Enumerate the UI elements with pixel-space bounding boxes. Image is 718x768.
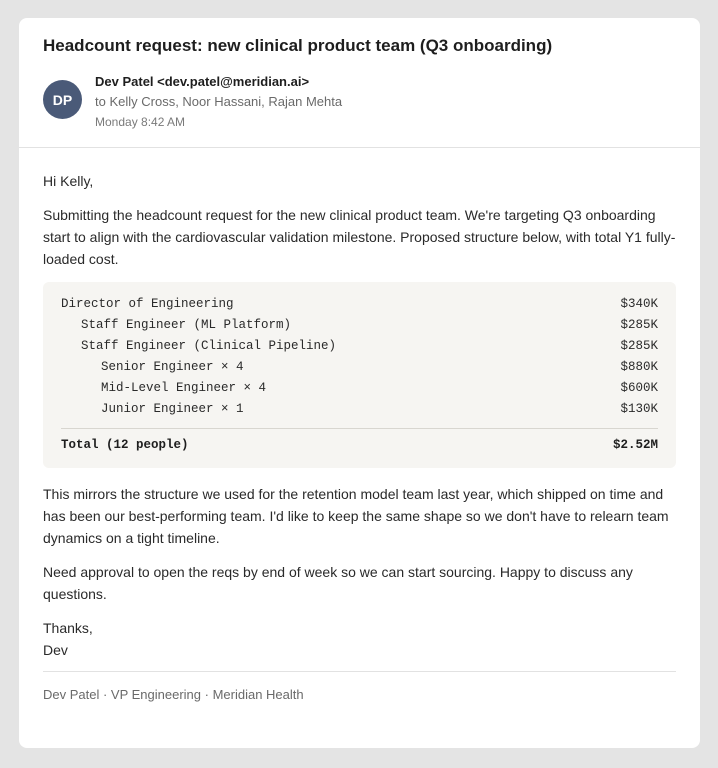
recipients-line[interactable]: to Kelly Cross, Noor Hassani, Rajan Mehta [95,94,343,109]
cost-row [61,378,658,399]
sender-name[interactable]: Dev Patel <dev.patel@meridian.ai> [95,74,310,89]
closing-line: Thanks, [43,620,93,636]
cost-total-value: $2.52M [612,438,658,452]
cost-row-role: Junior Engineer × 1 [101,402,244,416]
cost-row [61,357,658,378]
signature-name: Dev [43,642,68,658]
cost-row-value: $600K [620,381,658,395]
signoff [43,617,676,661]
cost-row-role: Mid-Level Engineer × 4 [101,381,267,395]
cost-table-divider [61,428,658,429]
sender-meta [43,72,676,132]
avatar[interactable]: DP [43,80,82,119]
email-body [19,148,700,661]
greeting: Hi Kelly, [43,173,94,189]
body-paragraph-3: Need approval to open the reqs by end of week so we can start sourcing. Happy to discuss any questions. [43,564,633,602]
cost-row [61,336,658,357]
body-paragraph-1: Submitting the headcount request for the new clinical product team. We're targeting Q3 onboarding start to align with the cardiovascular validation milestone. Proposed structure below, with total Y1 fully-loaded cost. [43,207,676,267]
cost-row-role: Director of Engineering [61,297,234,311]
cost-row-value: $130K [620,402,658,416]
cost-row [61,315,658,336]
cost-row-role: Senior Engineer × 4 [101,360,244,374]
cost-row-value: $285K [620,318,658,332]
cost-total-row [61,435,658,456]
cost-row [61,294,658,315]
email-subject: Headcount request: new clinical product team (Q3 onboarding) [43,36,553,55]
timestamp: Monday 8:42 AM [95,115,186,129]
email-header [19,18,700,148]
cost-row-value: $285K [620,339,658,353]
email-footer-signature: Dev Patel · VP Engineering · Meridian Health [43,671,676,702]
cost-row-role: Staff Engineer (ML Platform) [81,318,292,332]
cost-row [61,399,658,420]
cost-row-role: Staff Engineer (Clinical Pipeline) [81,339,337,353]
sender-details [95,72,342,132]
cost-row-value: $880K [620,360,658,374]
cost-row-value: $340K [620,297,658,311]
cost-total-label: Total (12 people) [61,438,189,452]
cost-table [43,282,676,468]
email-message-card [19,18,700,748]
body-paragraph-2: This mirrors the structure we used for the retention model team last year, which shipped on time and has been our best-performing team. I'd like to keep the same shape so we don't have to relearn team dynamics on a tight timeline. [43,486,669,546]
